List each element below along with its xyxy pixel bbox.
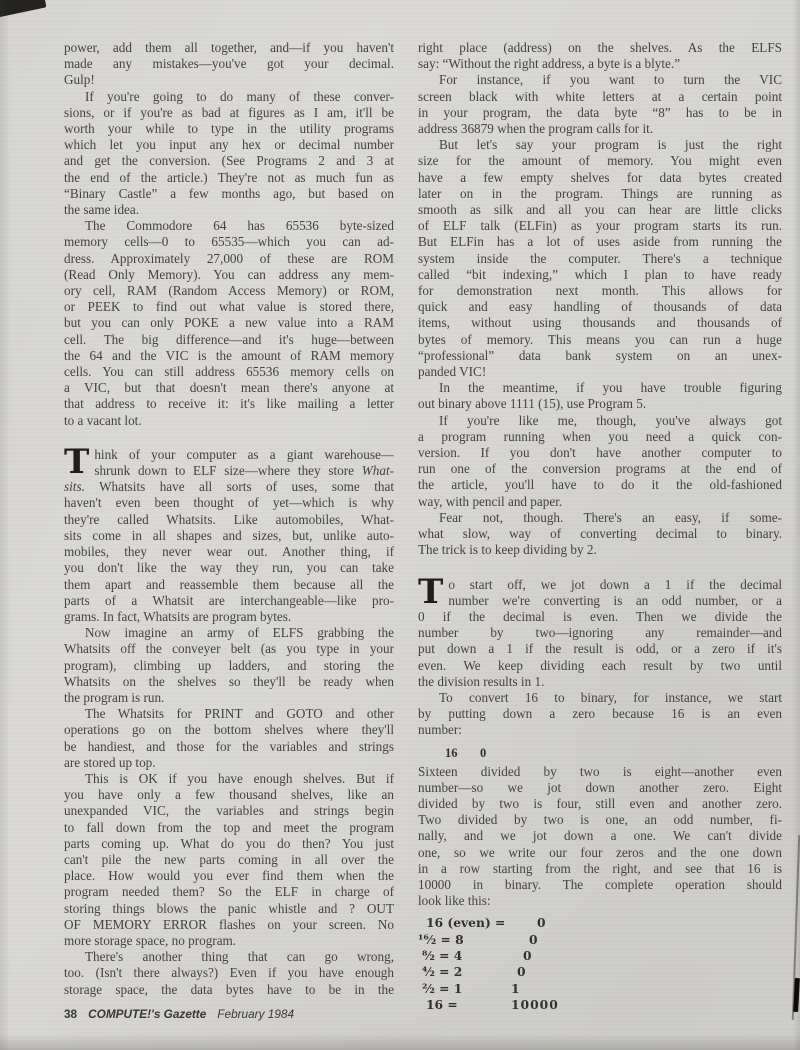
text-line: nally, and we jot down a one. We can't divide [418, 828, 782, 844]
figure-label: 16 = [426, 996, 458, 1012]
drop-cap-letter: T [418, 571, 444, 612]
figure-row [418, 915, 782, 931]
paragraph [418, 764, 782, 910]
text-line: by putting down a zero because 16 is an even [418, 706, 782, 722]
text-line: sits. Whatsits have all sorts of uses, some that [64, 479, 394, 495]
text-line: which let you input any hex or decimal number [64, 137, 394, 153]
text-line: of ELF talk (ELFin) as your program starts its run. [418, 218, 782, 234]
text-line: them apart and reassemble them because all the [64, 576, 394, 592]
figure-value: 0 [523, 947, 533, 963]
text-line: 10000 in binary. The complete operation should [418, 876, 782, 892]
text-line: you have only a few thousand shelves, like an [64, 787, 394, 803]
text-line: they're called Whatsits. Like automobiles, What- [64, 511, 394, 527]
text-line: parts of a Whatsit are interchangeable—like pro- [64, 592, 394, 608]
section-paragraph [64, 441, 394, 625]
text-line: Fear not, though. There's an easy, if some- [439, 509, 782, 525]
text-line: panded VIC! [418, 364, 487, 380]
text-line: number: [418, 722, 462, 738]
text-line: system inside the computer. There's a technique [418, 250, 782, 266]
figure-row [418, 997, 782, 1013]
text-line: mobiles, they never wear out. Another thing, if [64, 544, 394, 560]
text-line: screen black with white letters at a certain point [418, 88, 782, 104]
text-line: version. If you don't have another computer to [418, 445, 782, 461]
text-line: Whatsits on the shelves so they'll be ready when [64, 673, 394, 689]
text-line: the 64 and the VIC is the amount of RAM memory [64, 347, 394, 363]
text-line: for demonstration next month. This allows for [418, 283, 782, 299]
text-line: can't pile the new parts coming in all over the [64, 851, 394, 867]
binary-conversion-figure [418, 915, 782, 1013]
figure-label: 16 (even) = [426, 915, 506, 931]
text-line: unexpanded VIC, the variables and strings begin [64, 803, 394, 819]
text-line: called “bit indexing,” which I plan to have ready [418, 266, 782, 282]
text-line: operations go on the bottom shelves where they'll [64, 722, 394, 738]
text-line: This is OK if you have enough shelves. But if [85, 770, 394, 786]
example-value: 0 [480, 745, 487, 760]
figure-label: ⁴⁄₂ = 2 [422, 964, 463, 980]
paragraph [64, 218, 394, 429]
text-line: If you're going to do many of these conver- [85, 88, 394, 104]
text-line: ory cell, RAM (Random Access Memory) or ROM, [64, 283, 394, 299]
paragraph [64, 949, 394, 998]
text-line: one, so we write our four zeros and the one down [418, 844, 782, 860]
text-line: sions, or if you're as bad at figures as I am, it'll be [64, 104, 394, 120]
text-line: smooth as silk and all you can hear are little clicks [418, 202, 782, 218]
text-line: The Whatsits for PRINT and GOTO and other [85, 706, 394, 722]
text-line: storing things blows the panic whistle and ? OUT [64, 900, 394, 916]
text-line: what slow, way of converting decimal to binary. [418, 526, 782, 542]
text-line: look like this: [418, 893, 491, 909]
text-line: later on in the program. Things are running as [418, 185, 782, 201]
text-line: Gulp! [64, 72, 95, 88]
text-line: have a few empty shelves for data bytes created [418, 169, 782, 185]
text-line: worth your while to type in the utility programs [64, 121, 394, 137]
text-line: grams. In fact, Whatsits are program bytes. [64, 608, 292, 624]
text-line: divided by two is four, still even and another zero. [418, 795, 782, 811]
paragraph [64, 625, 394, 706]
text-line: shrunk down to ELF size—where they store What- [94, 463, 394, 479]
figure-row [418, 948, 782, 964]
text-line: made any mistakes—you've got your decimal. [64, 56, 394, 72]
text-line: more storage space, no program. [64, 932, 237, 948]
magazine-title: COMPUTE!'s Gazette [88, 1007, 207, 1021]
text-line: “professional” data bank system on an unex- [418, 347, 782, 363]
text-line: say: “Without the right address, a byte is a blyte.” [418, 56, 681, 72]
page-footer [64, 1007, 294, 1021]
paragraph [64, 706, 394, 771]
paragraph [418, 690, 782, 739]
paragraph [418, 380, 782, 412]
text-line: haven't even been thought of yet—which is why [64, 495, 394, 511]
text-line: But let's say your program is just the right [439, 137, 782, 153]
text-line: But ELFin has a lot of uses aside from running the [418, 234, 782, 250]
text-line: (Read Only Memory). You can address any mem- [64, 266, 394, 282]
text-line: way, with pencil and paper. [418, 493, 563, 509]
figure-value: 0 [529, 931, 539, 947]
figure-value: 0 [517, 964, 527, 980]
paragraph [418, 72, 782, 137]
text-line: address 36879 when the program calls for it. [418, 121, 654, 137]
text-line: There's another thing that can go wrong, [85, 949, 394, 965]
text-line: To convert 16 to binary, for instance, we start [439, 689, 782, 705]
text-line: For instance, if you want to turn the VIC [439, 72, 782, 88]
text-line: quick and easy handling of thousands of data [418, 299, 782, 315]
paragraph [418, 137, 782, 380]
text-line: the program is run. [64, 689, 165, 705]
text-line: but you can only POKE a new value into a RAM [64, 315, 394, 331]
text-line: power, add them all together, and—if you haven't [64, 40, 394, 55]
figure-label: ¹⁶⁄₂ = 8 [418, 931, 464, 947]
figure-row [418, 981, 782, 997]
figure-value: 10000 [511, 996, 559, 1012]
text-line: Now imagine an army of ELFS grabbing the [85, 625, 394, 641]
text-line: are stored up top. [64, 754, 156, 770]
text-line: cells. You can still address 65536 memory cells on [64, 364, 394, 380]
paragraph [64, 89, 394, 219]
text-line: Sixteen divided by two is eight—another even [418, 763, 782, 779]
paragraph [418, 510, 782, 559]
figure-value: 0 [537, 915, 547, 931]
text-line: storage space, the data bytes have to be in the [64, 981, 394, 997]
example-value: 16 [445, 745, 458, 760]
text-line: items, without using thousands and thousands of [418, 315, 782, 331]
text-line: Two divided by two is one, an odd number, fi- [418, 812, 782, 828]
text-line: number by two—ignoring any remainder—and [418, 625, 782, 641]
text-line: The Commodore 64 has 65536 byte-sized [85, 218, 394, 234]
text-line: be handiest, and those for the variables and strings [64, 738, 394, 754]
page-edge-shadow-bottom [0, 1034, 800, 1050]
text-line: place. How would you ever find them when the [64, 868, 394, 884]
text-line: number we're converting is an odd number, or a [448, 592, 782, 608]
text-line: If you're like me, though, you've always got [439, 412, 782, 428]
text-line: in a row starting from the right, and see that 16 is [418, 860, 782, 876]
text-line: size for the amount of memory. You might even [418, 153, 782, 169]
drop-cap-letter: T [64, 441, 90, 482]
left-text-column [64, 40, 394, 998]
text-line: parts coming up. What do you do then? You just [64, 835, 394, 851]
text-line: number—so we jot down another zero. Eight [418, 779, 782, 795]
text-line: even. We keep dividing each result by two until [418, 657, 782, 673]
text-line: and get the conversion. (See Programs 2 and 3 at [64, 153, 394, 169]
text-line: program), climbing up ladders, and storing the [64, 657, 394, 673]
page-number: 38 [64, 1007, 78, 1021]
text-line: or PEEK to find out what value is stored there, [64, 299, 394, 315]
text-line: a VIC, but that doesn't mean there's anyone at [64, 380, 394, 396]
text-line: too. (Isn't there always?) Even if you have enough [64, 965, 394, 981]
text-line: put down a 1 if the result is odd, or a zero if it's [418, 641, 782, 657]
paragraph [64, 771, 394, 949]
text-line: dress. Approximately 27,000 of these are ROM [64, 250, 394, 266]
figure-row [418, 932, 782, 948]
text-line: program needed them? So the ELF in charge of [64, 884, 394, 900]
text-line: the same idea. [64, 202, 140, 218]
text-line: out binary above 1111 (15), use Program 5. [418, 396, 647, 412]
text-line: o start off, we jot down a 1 if the decimal [448, 576, 782, 592]
text-line: “Binary Castle” a few months ago, but based on [64, 185, 394, 201]
text-line: In the meantime, if you have trouble figuring [439, 380, 782, 396]
paragraph [418, 413, 782, 510]
paragraph [418, 40, 782, 72]
text-line: The trick is to keep dividing by 2. [418, 542, 597, 558]
text-line: right place (address) on the shelves. As the ELFS [418, 40, 782, 55]
text-line: to a vacant lot. [64, 412, 142, 428]
text-line: the end of the article.) They're not as much fun as [64, 169, 394, 185]
text-line: you don't like the way they run, you can take [64, 560, 394, 576]
inline-example-values [418, 745, 782, 761]
text-line: the article, you'll have to do it the old-fashioned [418, 477, 782, 493]
paragraph [64, 40, 394, 89]
text-line: sits come in all shapes and sizes, but, unlike auto- [64, 527, 394, 543]
text-line: a program running when you need a quick con- [418, 428, 782, 444]
text-line: bytes of memory. This means you can run a huge [418, 331, 782, 347]
text-line: cell. The big difference—and it's huge—between [64, 331, 394, 347]
text-line: hink of your computer as a giant warehouse— [94, 446, 394, 462]
text-line: to fall down from the top and meet the program [64, 819, 394, 835]
text-line: the division results in 1. [418, 673, 545, 689]
page-edge-shadow-left [0, 0, 10, 1050]
text-line: run one of the conversion programs at the end of [418, 461, 782, 477]
figure-label: ²⁄₂ = 1 [422, 980, 463, 996]
text-line: OF MEMORY ERROR flashes on your screen. No [64, 916, 394, 932]
text-line: Whatsits off the conveyer belt (as you type in your [64, 641, 394, 657]
figure-label: ⁸⁄₂ = 4 [422, 947, 463, 963]
figure-row [418, 964, 782, 980]
right-text-column [418, 40, 782, 1013]
text-line: 0 if the decimal is even. Then we divide the [418, 608, 782, 624]
text-line: that address to receive it: it's like mailing a letter [64, 396, 394, 412]
section-paragraph [418, 571, 782, 690]
text-line: memory cells—0 to 65535—which you can ad- [64, 234, 394, 250]
text-line: in your program, the data byte “8” has to be in [418, 104, 782, 120]
issue-date: February 1984 [217, 1007, 295, 1021]
figure-value: 1 [511, 980, 521, 996]
